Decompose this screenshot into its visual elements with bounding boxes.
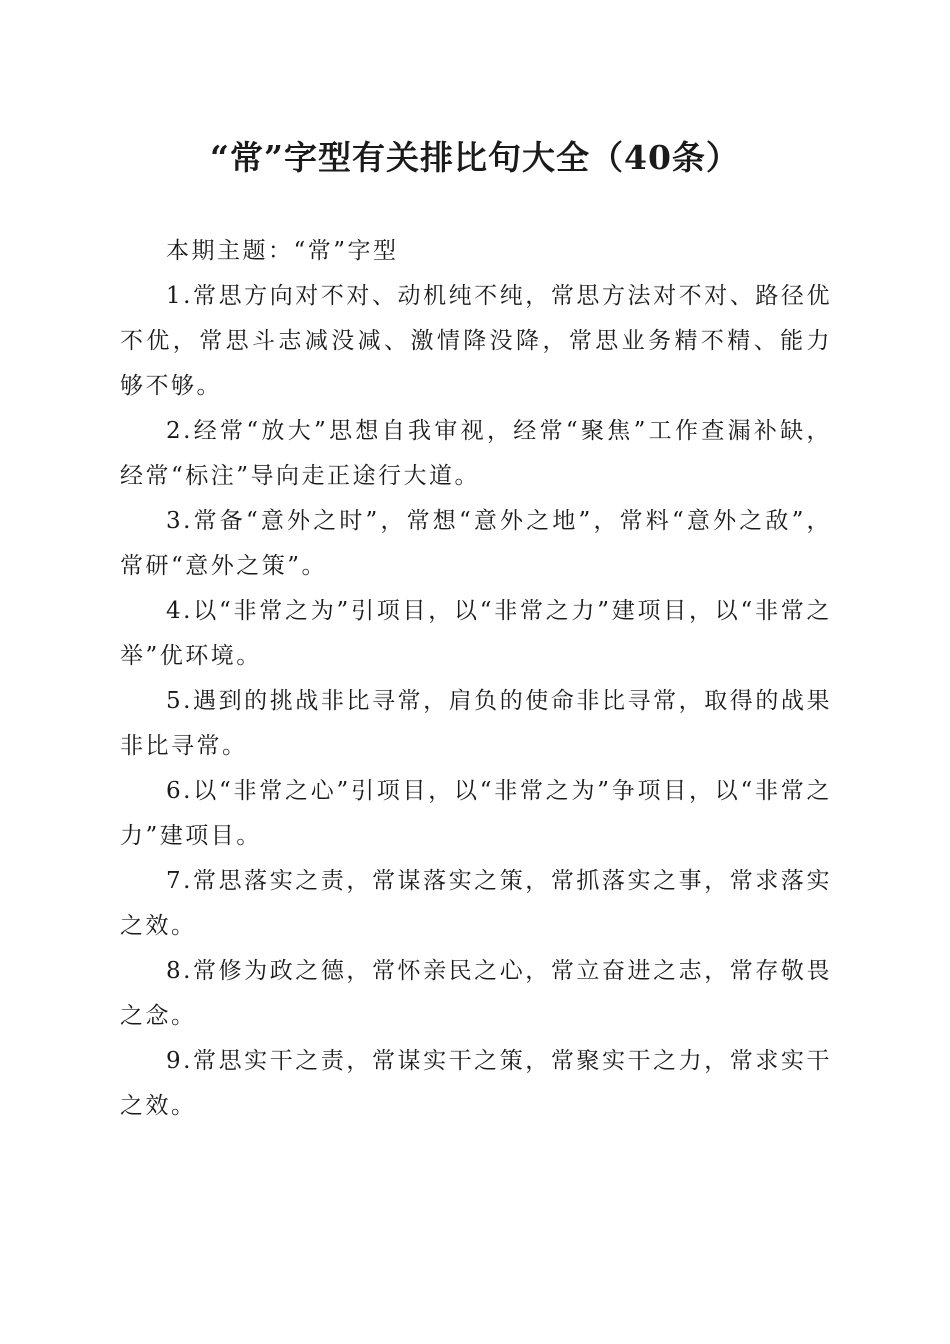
list-item: 2.经常“放大”思想自我审视，经常“聚焦”工作查漏补缺，经常“标注”导向走正途行大道。: [120, 418, 832, 489]
list-item: 4.以“非常之为”引项目，以“非常之力”建项目，以“非常之举”优环境。: [120, 598, 832, 669]
theme-line: 本期主题：“常”字型: [166, 238, 399, 264]
list-item: 5.遇到的挑战非比寻常，肩负的使命非比寻常，取得的战果非比寻常。: [120, 688, 832, 759]
list-item: 8.常修为政之德，常怀亲民之心，常立奋进之志，常存敬畏之念。: [120, 958, 832, 1029]
document-body: [120, 229, 832, 1129]
list-item: 1.常思方向对不对、动机纯不纯，常思方法对不对、路径优不优，常思斗志减没减、激情降没降，常思业务精不精、能力够不够。: [120, 283, 832, 399]
list-item: 3.常备“意外之时”，常想“意外之地”，常料“意外之敌”，常研“意外之策”。: [120, 508, 832, 579]
list-item: 9.常思实干之责，常谋实干之策，常聚实干之力，常求实干之效。: [120, 1048, 832, 1119]
list-item: 6.以“非常之心”引项目，以“非常之为”争项目，以“非常之力”建项目。: [120, 778, 832, 849]
document-title: “常”字型有关排比句大全（40条）: [210, 138, 740, 177]
list-item: 7.常思落实之责，常谋落实之策，常抓落实之事，常求落实之效。: [120, 868, 832, 939]
